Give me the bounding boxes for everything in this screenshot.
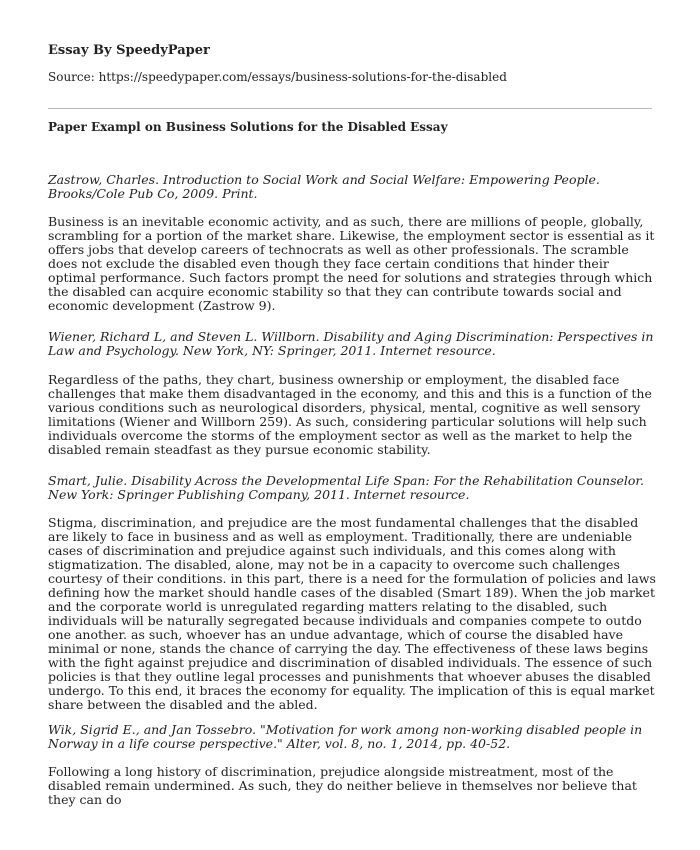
paragraph-1: Business is an inevitable economic activity, and as such, there are millions of people, globally, scrambling for a portion of the market share. Likewise, the employment sector is essential as it offers jobs that develop careers of technocrats as well as other professionals. The scramble does not exclude the disabled even though they face certain conditions that hinder their optimal performance. Such factors prompt the need for solutions and strategies through which the disabled can acquire economic stability so that they can contribute towards social and economic development (Zastrow 9).: [48, 214, 655, 313]
citation-wiener-willborn: Wiener, Richard L, and Steven L. Willborn. Disability and Aging Discrimination: Perspectives in Law and Psychology. New York, NY: Springer, 2011. Internet resource.: [48, 329, 654, 358]
citation-smart: Smart, Julie. Disability Across the Developmental Life Span: For the Rehabilitation Counselor. New York: Springer Publishing Company, 2011. Internet resource.: [48, 473, 644, 502]
citation-zastrow: Zastrow, Charles. Introduction to Social Work and Social Welfare: Empowering People. Brooks/Cole Pub Co, 2009. Print.: [48, 172, 600, 201]
paragraph-4: Following a long history of discrimination, prejudice alongside mistreatment, most of the disabled remain undermined. As such, they do neither believe in themselves nor believe that they can do: [48, 764, 637, 807]
citation-wik-tossebro: Wik, Sigrid E., and Jan Tossebro. "Motivation for work among non-working disabled people in Norway in a life course perspective." Alter, vol. 8, no. 1, 2014, pp. 40-52.: [48, 722, 643, 751]
paragraph-2: Regardless of the paths, they chart, business ownership or employment, the disabled face challenges that make them disadvantaged in the economy, and this and this is a function of the various conditions such as neurological disorders, physical, mental, cognitive as well sensory limitations (Wiener and Willborn 259). As such, considering particular solutions will help such individuals overcome the storms of the employment sector as well as the market to help the disabled remain steadfast as they pursue economic stability.: [48, 372, 652, 457]
essay-title: Paper Exampl on Business Solutions for the Disabled Essay: [48, 120, 448, 134]
paragraph-3: Stigma, discrimination, and prejudice are the most fundamental challenges that the disabled are likely to face in business and as well as employment. Traditionally, there are undeniable cases of discrimination and prejudice against such individuals, and this comes along with stigmatization. The disabled, alone, may not be in a capacity to overcome such challenges courtesy of their conditions. in this part, there is a need for the formulation of policies and laws defining how the market should handle cases of the disabled (Smart 189). When the job market and the corporate world is unregulated regarding matters relating to the disabled, such individuals will be naturally segregated because individuals and companies compete to outdo one another. as such, whoever has an undue advantage, which of course the disabled have minimal or none, stands the chance of carrying the day. The effectiveness of these laws begins with the fight against prejudice and discrimination of disabled individuals. The essence of such policies is that they outline legal processes and punishments that whoever abuses the disabled undergo. To this end, it braces the economy for equality. The implication of this is equal market share between the disabled and the abled.: [48, 515, 656, 712]
source-url: Source: https://speedypaper.com/essays/business-solutions-for-the-disabled: [48, 70, 507, 84]
site-header-title: Essay By SpeedyPaper: [48, 43, 210, 58]
header-divider: [48, 108, 652, 109]
